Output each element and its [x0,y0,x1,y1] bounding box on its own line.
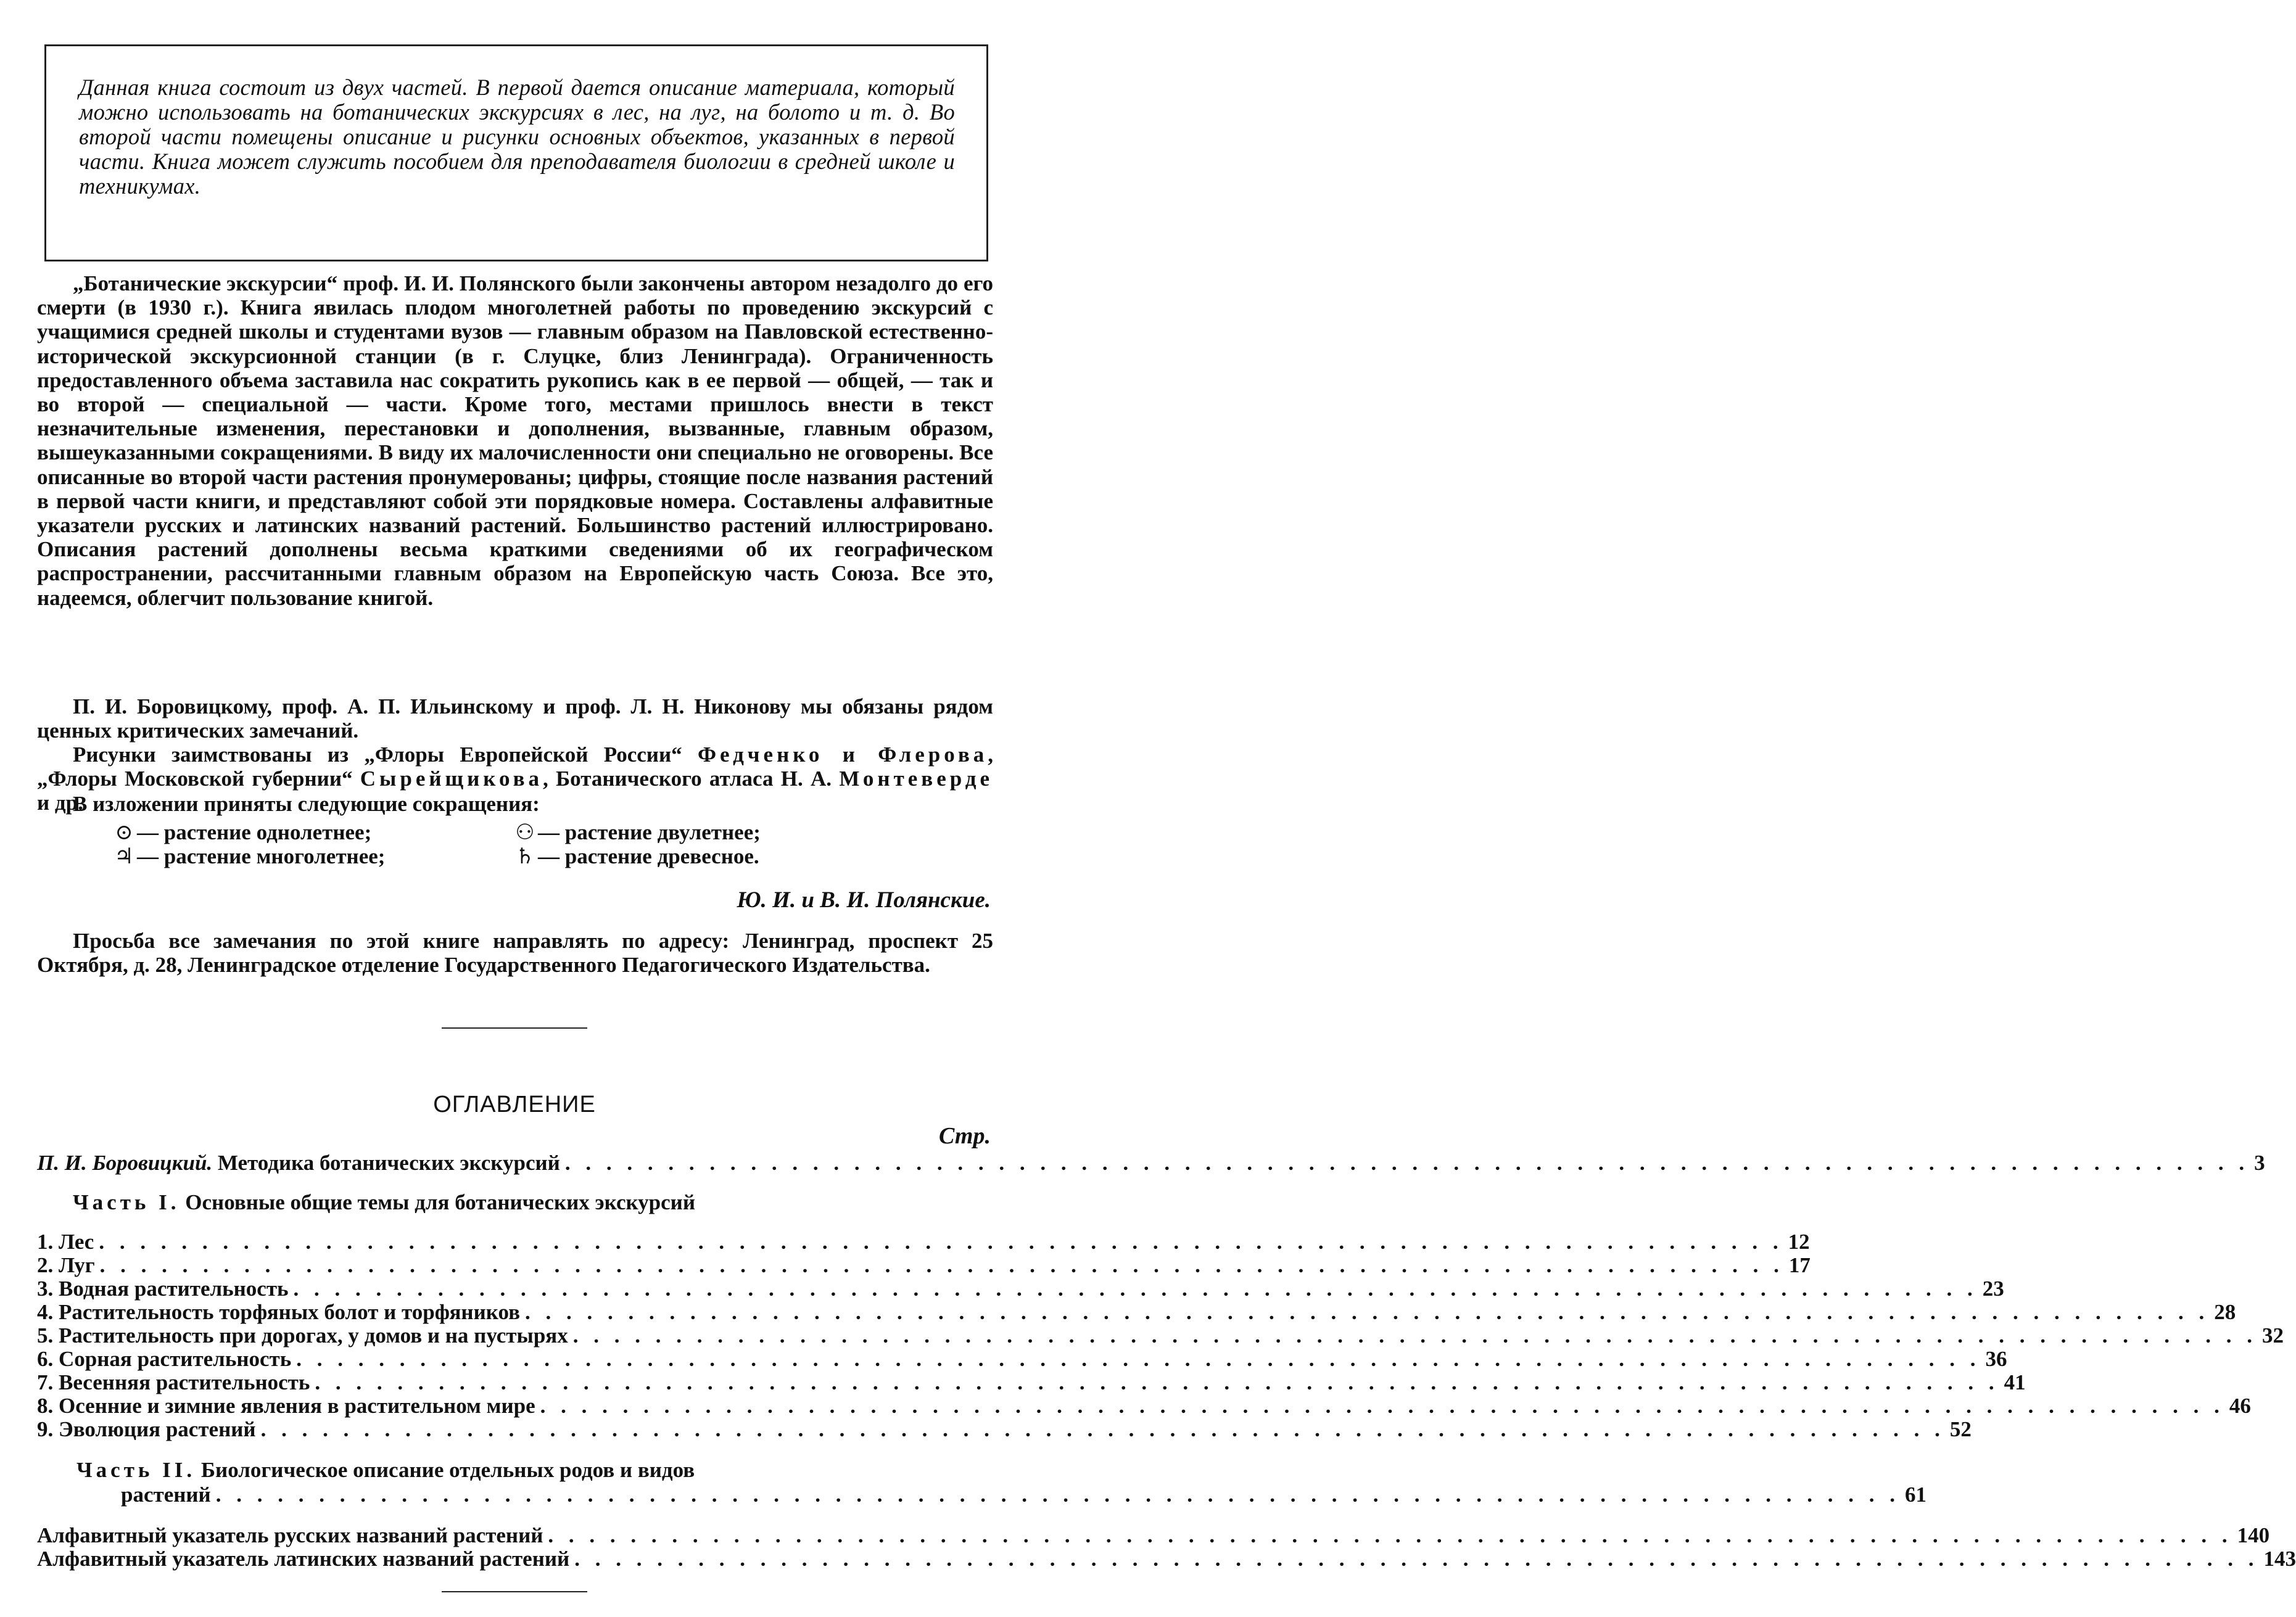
toc-entry-evolution[interactable] [37,1417,1972,1442]
woody-symbol-icon: ♄ [515,844,535,868]
toc-item-page: 12 [1788,1230,1810,1254]
toc-leader-dots: . . . . . . . . . . . . . . . . . . . . . . . . . . . . . . . . . . . . . . . . . . . . . . . . . . . . . . . . . . . . . . . . . . . . . . . . . . . . . . . . . . [260,1417,1945,1441]
toc-part2-heading[interactable] [76,1458,695,1483]
toc-pages-header: Стр. [939,1123,991,1149]
toc-index-label: Алфавитный указатель русских названий растений [37,1523,543,1547]
toc-intro-page: 3 [2254,1151,2265,1175]
toc-entry-meadow[interactable] [37,1253,1811,1278]
abbr-biennial [512,820,913,844]
preface-paragraph-2: П. И. Боровицкому, проф. А. П. Ильинскому и проф. Л. Н. Никонову мы обязаны рядом ценных критических замечаний. [37,694,993,743]
toc-item-page: 46 [2229,1394,2251,1418]
toc-leader-dots: . . . . . . . . . . . . . . . . . . . . . . . . . . . . . . . . . . . . . . . . . . . . . . . . . . . . . . . . . . . . . . . . . . . . . . . . . . . . . . . . . . [296,1347,1981,1371]
abbr-woody [512,844,913,868]
toc-leader-dots: . . . . . . . . . . . . . . . . . . . . . . . . . . . . . . . . . . . . . . . . . . . . . . . . . . . . . . . . . . . . . . . . . . . . . . . . . . . . . . . . . . [548,1523,2232,1547]
toc-leader-dots: . . . . . . . . . . . . . . . . . . . . . . . . . . . . . . . . . . . . . . . . . . . . . . . . . . . . . . . . . . . . . . . . . . . . . . . . . . . . . . . . . . [572,1323,2257,1348]
section-divider-top [442,1027,587,1029]
abbr-perennial [111,844,512,868]
preface-p3-part-d: и др. [37,791,83,815]
toc-item-page: 52 [1949,1417,1972,1441]
toc-entry-water[interactable] [37,1277,2004,1301]
abbr-perennial-text: — растение многолетнее; [137,844,386,868]
toc-entry-index-russian[interactable] [37,1523,2270,1548]
toc-leader-dots: . . . . . . . . . . . . . . . . . . . . . . . . . . . . . . . . . . . . . . . . . . . . . . . . . . . . . . . . . . . . . . . . . . . . . . . . . . . . . . . . . . [215,1483,1900,1507]
preface-p3-part-b: , „Флоры Московской губернии“ [37,743,993,791]
toc-item-label: 4. Растительность торфяных болот и торфяников [37,1300,520,1324]
abbr-biennial-text: — растение двулетнее; [538,820,761,844]
toc-leader-dots: . . . . . . . . . . . . . . . . . . . . . . . . . . . . . . . . . . . . . . . . . . . . . . . . . . . . . . . . . . . . . . . . . . . . . . . . . . . . . . . . . . [540,1394,2224,1418]
toc-entry-peat[interactable] [37,1300,2236,1325]
toc-item-label: 3. Водная растительность [37,1277,289,1301]
author-fedchenko-flerova: Федченко и Флерова [697,743,988,767]
annual-symbol-icon: ⊙ [115,820,133,844]
toc-entry-index-latin[interactable] [37,1547,2296,1571]
toc-part2-title-line2: растений [121,1483,211,1507]
abbr-woody-text: — растение древесное. [538,844,759,868]
toc-part2-page: 61 [1904,1483,1926,1507]
toc-item-label: 9. Эволюция растений [37,1417,256,1441]
toc-part1-label: Часть I. [73,1190,180,1214]
toc-item-page: 28 [2214,1300,2236,1324]
toc-part2-title-line1: Биологическое описание отдельных родов и видов [200,1458,695,1482]
toc-entry-autumn-winter[interactable] [37,1394,2251,1418]
toc-item-label: 2. Луг [37,1253,95,1277]
toc-item-label: 8. Осенние и зимние явления в растительном мире [37,1394,535,1418]
abbr-annual [111,820,512,844]
section-divider-bottom [442,1591,587,1592]
toc-part2-label: Часть II. [76,1458,196,1482]
toc-index-label: Алфавитный указатель латинских названий растений [37,1547,570,1571]
toc-item-page: 23 [1982,1277,2004,1301]
toc-item-label: 5. Растительность при дорогах, у домов и на пустырях [37,1323,568,1348]
abbreviations-list [111,820,913,868]
signature: Ю. И. и В. И. Полянские. [737,887,991,913]
toc-part1-title: Основные общие темы для ботанических экскурсий [185,1190,696,1214]
toc-entry-intro[interactable] [37,1151,2265,1175]
toc-leader-dots: . . . . . . . . . . . . . . . . . . . . . . . . . . . . . . . . . . . . . . . . . . . . . . . . . . . . . . . . . . . . . . . . . . . . . . . . . . . . . . . . . . [99,1230,1783,1254]
toc-leader-dots: . . . . . . . . . . . . . . . . . . . . . . . . . . . . . . . . . . . . . . . . . . . . . . . . . . . . . . . . . . . . . . . . . . . . . . . . . . . . . . . . . . [99,1253,1784,1277]
toc-entry-roads[interactable] [37,1323,2284,1348]
toc-entry-part2[interactable] [121,1483,1926,1507]
toc-item-label: 7. Весенняя растительность [37,1370,310,1394]
toc-item-label: 1. Лес [37,1230,94,1254]
toc-intro-author: П. И. Боровицкий. [37,1151,213,1175]
toc-leader-dots: . . . . . . . . . . . . . . . . . . . . . . . . . . . . . . . . . . . . . . . . . . . . . . . . . . . . . . . . . . . . . . . . . . . . . . . . . . . . . . . . . . [525,1300,2210,1324]
preface-p3-part-c: , Ботанического атласа Н. А. [543,767,840,791]
toc-item-page: 41 [2004,1370,2026,1394]
toc-index-page: 143 [2263,1547,2296,1571]
preface-p3-part-a: Рисунки заимствованы из „Флоры Европейской России“ [73,743,698,767]
toc-leader-dots: . . . . . . . . . . . . . . . . . . . . . . . . . . . . . . . . . . . . . . . . . . . . . . . . . . . . . . . . . . . . . . . . . . . . . . . . . . . . . . . . . . [315,1370,1999,1394]
toc-leader-dots: . . . . . . . . . . . . . . . . . . . . . . . . . . . . . . . . . . . . . . . . . . . . . . . . . . . . . . . . . . . . . . . . . . . . . . . . . . . . . . . . . . [574,1547,2259,1571]
toc-index-page: 140 [2237,1523,2270,1547]
toc-entry-forest[interactable] [37,1230,1810,1254]
perennial-symbol-icon: ♃ [114,844,134,868]
biennial-symbol-icon: ⚇ [515,820,535,844]
toc-item-page: 17 [1788,1253,1811,1277]
author-monteverde: Монтеверде [839,767,993,791]
toc-leader-dots: . . . . . . . . . . . . . . . . . . . . . . . . . . . . . . . . . . . . . . . . . . . . . . . . . . . . . . . . . . . . . . . . . . . . . . . . . . . . . . . . . . [293,1277,1978,1301]
preface-paragraph-4: В изложении приняты следующие сокращения: [73,792,540,816]
toc-leader-dots: . . . . . . . . . . . . . . . . . . . . . . . . . . . . . . . . . . . . . . . . . . . . . . . . . . . . . . . . . . . . . . . . . . . . . . . . . . . . . . . . . . [564,1151,2250,1175]
toc-title: ОГЛАВЛЕНИЕ [433,1092,596,1117]
abbr-annual-text: — растение однолетнее; [137,820,372,844]
toc-item-label: 6. Сорная растительность [37,1347,292,1371]
toc-intro-title: Методика ботанических экскурсий [217,1151,560,1175]
toc-entry-weeds[interactable] [37,1347,2007,1372]
author-syreishchikov: Сырейщикова [360,767,543,791]
toc-part1-heading [73,1190,695,1215]
address-paragraph: Просьба все замечания по этой книге направлять по адресу: Ленинград, проспект 25 Октября, д. 28, Ленинградское отделение Государственного Педагогического Издательства. [37,929,993,977]
preface-paragraph-1: „Ботанические экскурсии“ проф. И. И. Полянского были закончены автором незадолго до его смерти (в 1930 г.). Книга явилась плодом многолетней работы по проведению экскурсий с учащимися средней школы и студентами вузов — главным образом на Павловской естественно-исторической экскурсионной станции (в г. Слуцке, близ Ленинграда). Ограниченность предоставленного объема заставила нас сократить рукопись как в ее первой — общей, — так и во второй — специальной — части. Кроме того, местами пришлось внести в текст незначительные изменения, перестановки и дополнения, вызванные, главным образом, вышеуказанными сокращениями. В виду их малочисленности они специально не оговорены. Все описанные во второй части растения пронумерованы; цифры, стоящие после названия растений в первой части книги, и представляют собой эти порядковые номера. Составлены алфавитные указатели русских и латинских названий растений. Большинство растений иллюстрировано. Описания растений дополнены весьма краткими сведениями об их географическом распространении, рассчитанными главным образом на Европейскую часть Союза. Все это, надеемся, облегчит пользование книгой. [37,271,993,610]
toc-item-page: 36 [1985,1347,2007,1371]
toc-item-page: 32 [2261,1323,2284,1348]
toc-entry-spring[interactable] [37,1370,2026,1395]
abstract-text: Данная книга состоит из двух частей. В первой дается описание материала, который можно использовать на ботанических экскурсиях в лес, на луг, на болото и т. д. Во второй части помещены описание и рисунки основных объектов, указанных в первой части. Книга может служить пособием для преподавателя биологии в средней школе и техникумах. [79,75,955,199]
